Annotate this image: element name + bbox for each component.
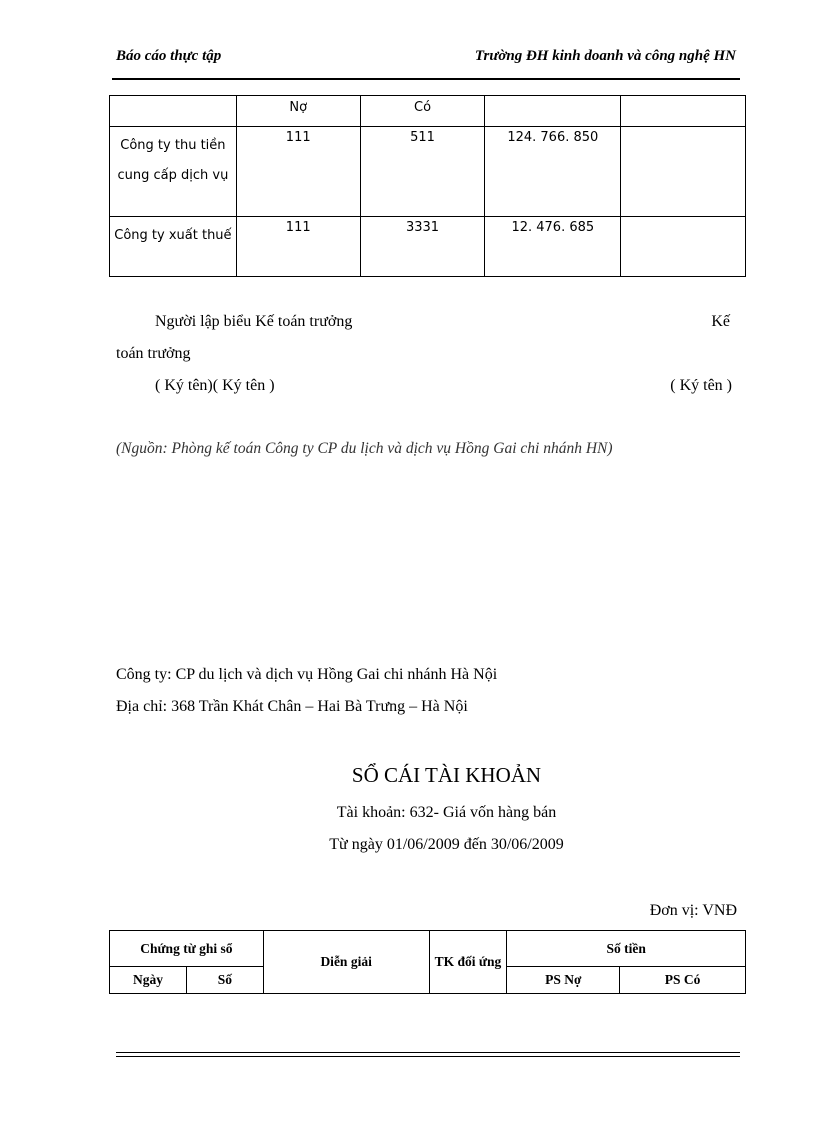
entry-note [621,127,746,217]
footer-rule [116,1052,740,1053]
entry-note [621,217,746,277]
col-number: Số [186,967,263,994]
col-debit: PS Nợ [507,967,620,994]
header-rule [112,78,740,80]
account-line: Tài khoản: 632- Giá vốn hàng bán [336,804,557,821]
entries-header-row [110,96,746,127]
entry-debit-account: 111 [236,127,360,217]
source-note: (Nguồn: Phòng kế toán Công ty CP du lịch và dịch vụ Hồng Gai chi nhánh HN) [116,440,613,457]
currency-unit: Đơn vị: VNĐ [649,902,737,919]
entries-header-cell: Có [360,96,485,127]
signature-line-1-right: Kế [711,313,730,330]
header-left-title: Báo cáo thực tập [116,48,222,64]
col-amount: Số tiền [507,931,746,967]
entry-debit-account: 111 [236,217,360,277]
entry-credit-account: 3331 [360,217,485,277]
col-contra-account: TK đối ứng [429,931,507,994]
entries-header-cell [110,96,237,127]
entry-amount: 124. 766. 850 [485,127,621,217]
period-line: Từ ngày 01/06/2009 đến 30/06/2009 [329,836,564,853]
col-credit: PS Có [620,967,746,994]
col-date: Ngày [110,967,187,994]
signature-line-3: ( Ký tên)( Ký tên ) [155,377,275,394]
signature-line-1: Người lập biểu Kế toán trưởng [155,313,353,330]
entries-header-cell: Nợ [236,96,360,127]
entries-header-cell [485,96,621,127]
header-right-title: Trường ĐH kinh doanh và công nghệ HN [474,48,736,64]
col-voucher: Chứng từ ghi sổ [110,931,264,967]
company-address: Địa chỉ: 368 Trần Khát Chân – Hai Bà Trưng – Hà Nội [116,698,468,715]
entries-table [109,95,746,277]
signature-line-2: toán trưởng [116,345,191,362]
col-description: Diễn giải [263,931,429,994]
page-title: SỔ CÁI TÀI KHOẢN [351,763,542,787]
table-row [110,127,746,217]
company-name: Công ty: CP du lịch và dịch vụ Hồng Gai chi nhánh Hà Nội [116,666,498,683]
table-row [110,217,746,277]
entry-amount: 12. 476. 685 [485,217,621,277]
entry-description: Công ty xuất thuế [110,217,237,277]
entries-header-cell [621,96,746,127]
entry-credit-account: 511 [360,127,485,217]
entry-description: Công ty thu tiền cung cấp dịch vụ [110,127,237,217]
signature-line-3-right: ( Ký tên ) [670,377,732,394]
ledger-header-row [110,931,746,967]
footer-rule [116,1056,740,1057]
ledger-table [109,930,746,994]
